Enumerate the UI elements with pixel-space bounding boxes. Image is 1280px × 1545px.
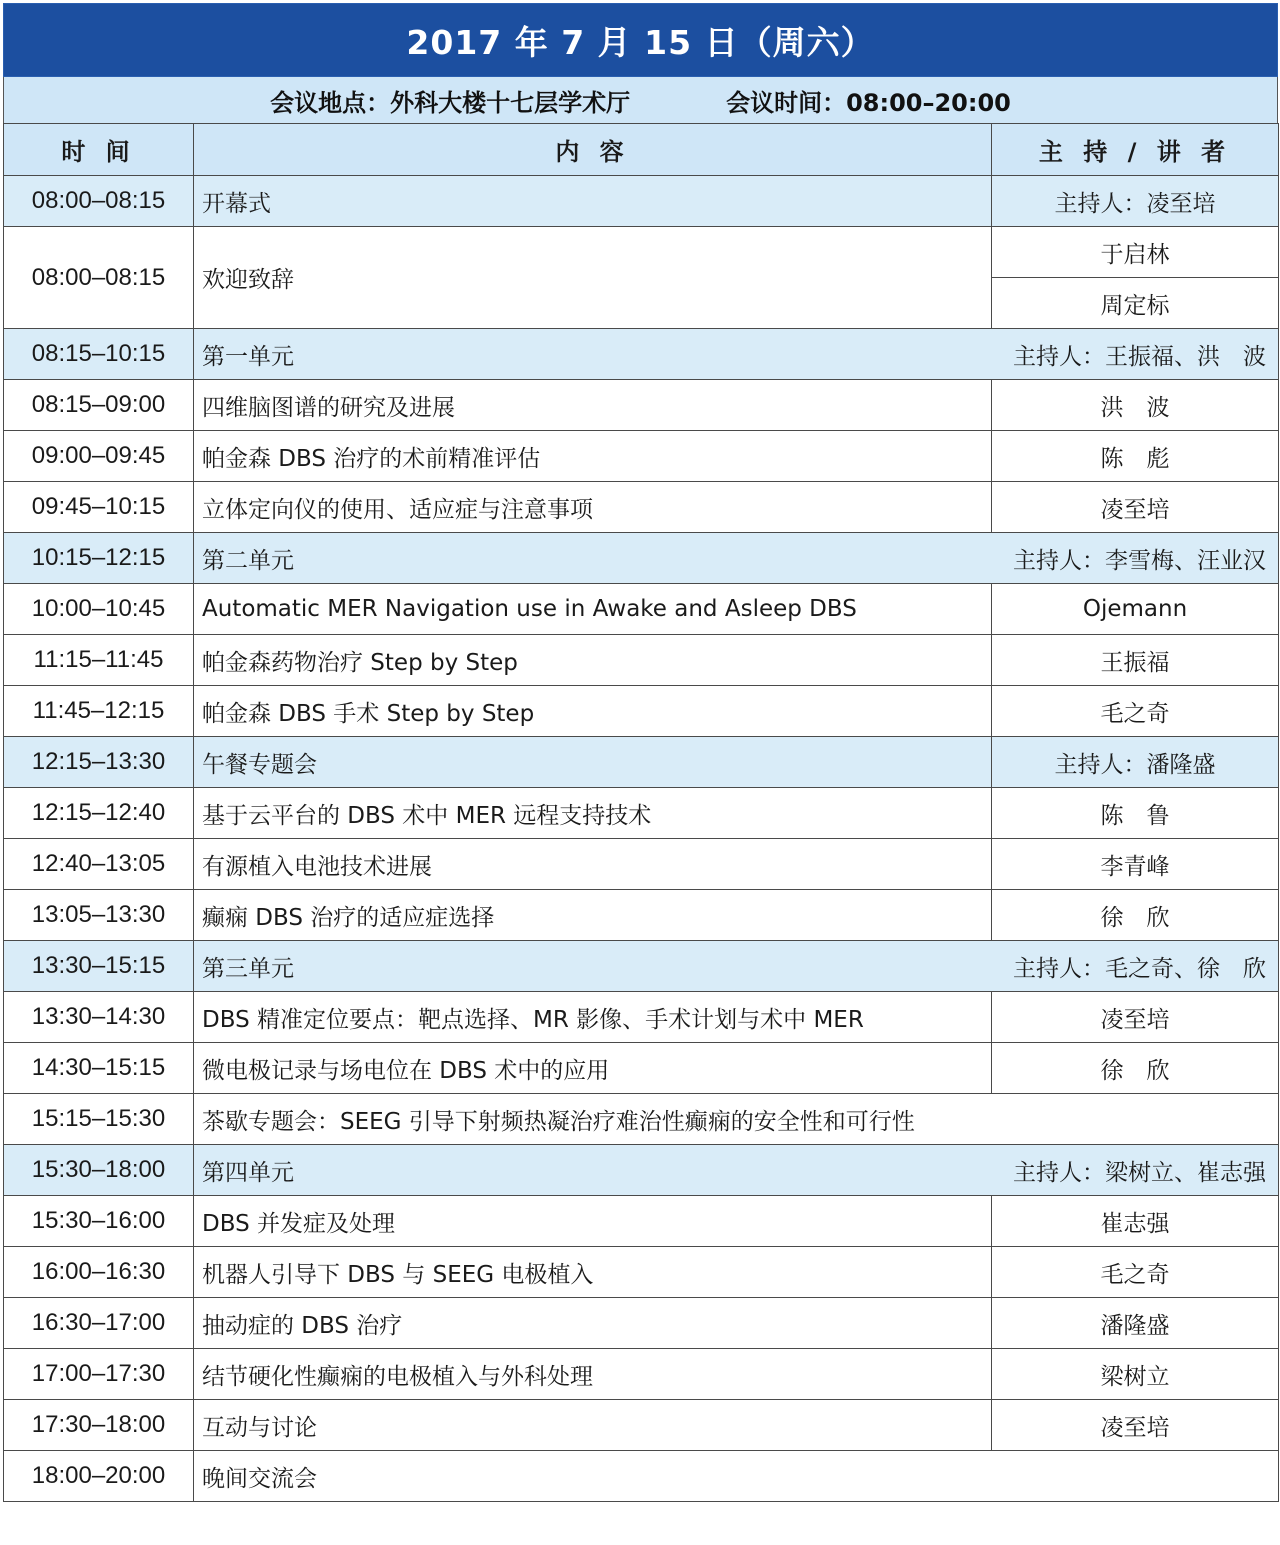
time-cell: 08:15–10:15 <box>4 329 194 380</box>
content-cell: 微电极记录与场电位在 DBS 术中的应用 <box>194 1043 992 1094</box>
table-row <box>4 992 1279 1043</box>
content-cell: 癫痫 DBS 治疗的适应症选择 <box>194 890 992 941</box>
time-cell: 13:30–15:15 <box>4 941 194 992</box>
content-cell: 开幕式 <box>194 176 992 227</box>
content-cell: 茶歇专题会：SEEG 引导下射频热凝治疗难治性癫痫的安全性和可行性 <box>194 1094 1279 1145</box>
table-row <box>4 1196 1279 1247</box>
time-cell: 08:00–08:15 <box>4 227 194 329</box>
time-cell: 14:30–15:15 <box>4 1043 194 1094</box>
table-row <box>4 890 1279 941</box>
header-time: 时 间 <box>4 124 194 176</box>
time-cell: 17:00–17:30 <box>4 1349 194 1400</box>
content-cell: 帕金森 DBS 手术 Step by Step <box>194 686 992 737</box>
session-row <box>4 737 1279 788</box>
time-cell: 08:15–09:00 <box>4 380 194 431</box>
schedule-page <box>3 3 1278 1542</box>
time-cell: 10:15–12:15 <box>4 533 194 584</box>
meeting-location: 会议地点：外科大楼十七层学术厅 <box>270 88 631 117</box>
time-cell: 13:05–13:30 <box>4 890 194 941</box>
content-cell: 互动与讨论 <box>194 1400 992 1451</box>
content-cell: 欢迎致辞 <box>194 227 992 329</box>
table-row <box>4 380 1279 431</box>
time-cell: 18:00–20:00 <box>4 1451 194 1502</box>
schedule-table <box>3 123 1279 1502</box>
content-cell: DBS 并发症及处理 <box>194 1196 992 1247</box>
content-cell: 晚间交流会 <box>194 1451 1279 1502</box>
content-cell: 午餐专题会 <box>194 737 992 788</box>
table-row <box>4 584 1279 635</box>
content-cell: 帕金森药物治疗 Step by Step <box>194 635 992 686</box>
speaker-cell: 凌至培 <box>992 1400 1279 1451</box>
speaker-cell: 梁树立 <box>992 1349 1279 1400</box>
time-cell: 15:30–16:00 <box>4 1196 194 1247</box>
table-header-row <box>4 124 1279 176</box>
speaker-cell: 李青峰 <box>992 839 1279 890</box>
content-cell: 第一单元 <box>194 329 992 380</box>
content-cell: 基于云平台的 DBS 术中 MER 远程支持技术 <box>194 788 992 839</box>
time-cell: 12:15–13:30 <box>4 737 194 788</box>
meeting-time: 会议时间：08:00–20:00 <box>726 88 1011 117</box>
speaker-cell: 主持人：梁树立、崔志强 <box>992 1145 1279 1196</box>
time-cell: 10:00–10:45 <box>4 584 194 635</box>
speaker-cell: 主持人：凌至培 <box>992 176 1279 227</box>
speaker-cell: 主持人：王振福、洪 波 <box>992 329 1279 380</box>
speaker-cell: 陈 彪 <box>992 431 1279 482</box>
speaker-cell: 周定标 <box>992 278 1279 329</box>
content-cell: 有源植入电池技术进展 <box>194 839 992 890</box>
speaker-cell: 主持人：潘隆盛 <box>992 737 1279 788</box>
time-cell: 11:15–11:45 <box>4 635 194 686</box>
table-row <box>4 1094 1279 1145</box>
speaker-cell: 洪 波 <box>992 380 1279 431</box>
time-cell: 12:15–12:40 <box>4 788 194 839</box>
time-cell: 13:30–14:30 <box>4 992 194 1043</box>
time-cell: 16:30–17:00 <box>4 1298 194 1349</box>
content-cell: 第四单元 <box>194 1145 992 1196</box>
session-row <box>4 941 1279 992</box>
table-row <box>4 176 1279 227</box>
table-row <box>4 1400 1279 1451</box>
content-cell: DBS 精准定位要点：靶点选择、MR 影像、手术计划与术中 MER <box>194 992 992 1043</box>
speaker-cell: 徐 欣 <box>992 1043 1279 1094</box>
speaker-cell: 徐 欣 <box>992 890 1279 941</box>
content-cell: 立体定向仪的使用、适应症与注意事项 <box>194 482 992 533</box>
meeting-info-bar <box>3 77 1278 123</box>
page-title: 2017 年 7 月 15 日（周六） <box>3 3 1278 77</box>
speaker-cell: 毛之奇 <box>992 1247 1279 1298</box>
time-cell: 09:00–09:45 <box>4 431 194 482</box>
table-row <box>4 686 1279 737</box>
time-cell: 08:00–08:15 <box>4 176 194 227</box>
table-row <box>4 1451 1279 1502</box>
table-row <box>4 1298 1279 1349</box>
speaker-cell: 凌至培 <box>992 992 1279 1043</box>
table-row <box>4 839 1279 890</box>
speaker-cell: 毛之奇 <box>992 686 1279 737</box>
session-row <box>4 1145 1279 1196</box>
time-cell: 09:45–10:15 <box>4 482 194 533</box>
header-speaker: 主 持 / 讲 者 <box>992 124 1279 176</box>
content-cell: 机器人引导下 DBS 与 SEEG 电极植入 <box>194 1247 992 1298</box>
table-row <box>4 1247 1279 1298</box>
speaker-cell: 于启林 <box>992 227 1279 278</box>
table-row <box>4 1349 1279 1400</box>
header-content: 内 容 <box>194 124 992 176</box>
speaker-cell: 崔志强 <box>992 1196 1279 1247</box>
time-cell: 15:30–18:00 <box>4 1145 194 1196</box>
speaker-cell: 王振福 <box>992 635 1279 686</box>
session-row <box>4 329 1279 380</box>
content-cell: 抽动症的 DBS 治疗 <box>194 1298 992 1349</box>
table-row <box>4 227 1279 278</box>
time-cell: 16:00–16:30 <box>4 1247 194 1298</box>
table-row <box>4 431 1279 482</box>
session-row <box>4 533 1279 584</box>
content-cell: 帕金森 DBS 治疗的术前精准评估 <box>194 431 992 482</box>
time-cell: 17:30–18:00 <box>4 1400 194 1451</box>
content-cell: Automatic MER Navigation use in Awake and Asleep DBS <box>194 584 992 635</box>
time-cell: 15:15–15:30 <box>4 1094 194 1145</box>
content-cell: 结节硬化性癫痫的电极植入与外科处理 <box>194 1349 992 1400</box>
time-cell: 12:40–13:05 <box>4 839 194 890</box>
time-cell: 11:45–12:15 <box>4 686 194 737</box>
speaker-cell: 主持人：毛之奇、徐 欣 <box>992 941 1279 992</box>
table-row <box>4 635 1279 686</box>
speaker-cell: Ojemann <box>992 584 1279 635</box>
table-row <box>4 788 1279 839</box>
speaker-cell: 主持人：李雪梅、汪业汉 <box>992 533 1279 584</box>
table-row <box>4 482 1279 533</box>
table-row <box>4 1043 1279 1094</box>
speaker-cell: 潘隆盛 <box>992 1298 1279 1349</box>
speaker-cell: 陈 鲁 <box>992 788 1279 839</box>
content-cell: 第二单元 <box>194 533 992 584</box>
content-cell: 第三单元 <box>194 941 992 992</box>
content-cell: 四维脑图谱的研究及进展 <box>194 380 992 431</box>
speaker-cell: 凌至培 <box>992 482 1279 533</box>
